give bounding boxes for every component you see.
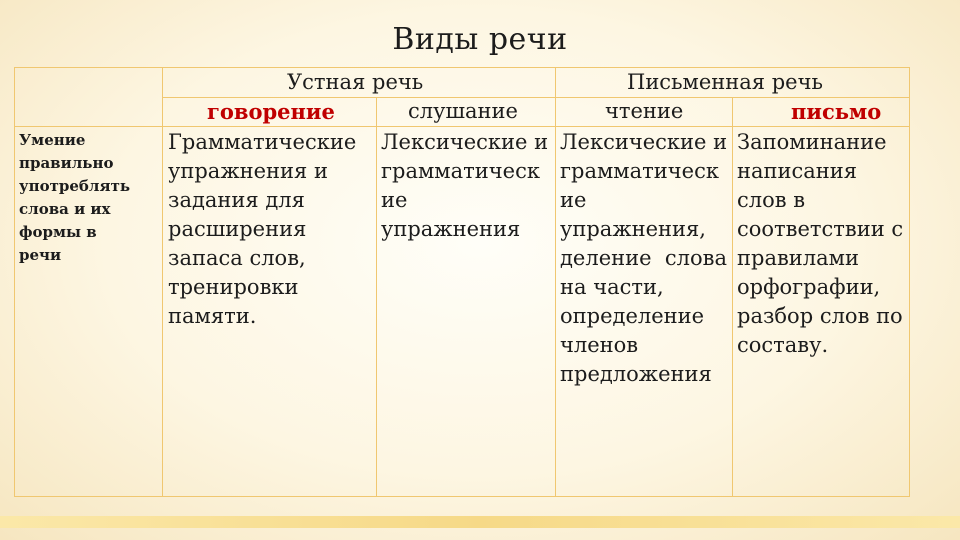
cell-line: на части, <box>560 275 664 299</box>
grid-line <box>555 68 556 496</box>
cell-line: составу. <box>737 333 829 357</box>
cell-line: Запоминание <box>737 130 887 154</box>
cell-line: Лексические и <box>560 130 728 154</box>
bottom-decor-bar <box>0 516 960 528</box>
row-label-line: употреблять <box>19 177 131 195</box>
cell-line: запаса слов, <box>168 246 306 270</box>
cell-line: правилами <box>737 246 859 270</box>
cell-line: грамматическ <box>560 159 719 183</box>
cell-line: деление слова <box>560 246 727 270</box>
slide-title: Виды речи <box>392 22 568 57</box>
cell-line: орфографии, <box>737 275 881 299</box>
grid-line <box>15 126 909 127</box>
cell-line: упражнения, <box>560 217 706 241</box>
header-oral-speech: Устная речь <box>287 70 424 94</box>
subheader-speaking: говорение <box>207 99 335 124</box>
cell-line: определение <box>560 304 705 328</box>
cell-line: грамматическ <box>381 159 540 183</box>
header-written-speech: Письменная речь <box>627 70 823 94</box>
cell-line: ие <box>381 188 408 212</box>
cell-line: упражнения и <box>168 159 328 183</box>
cell-line: расширения <box>168 217 307 241</box>
cell-line: задания для <box>168 188 305 212</box>
cell-reading <box>560 128 727 389</box>
cell-line: Грамматические <box>168 130 357 154</box>
grid-line <box>732 97 733 496</box>
cell-line: разбор слов по <box>737 304 903 328</box>
cell-speaking <box>168 128 356 331</box>
subheader-listening: слушание <box>408 99 518 123</box>
subheader-writing: письмо <box>791 99 882 124</box>
cell-line: упражнения <box>381 217 521 241</box>
cell-line: написания <box>737 159 858 183</box>
cell-line: Лексические и <box>381 130 549 154</box>
grid-line <box>162 68 163 496</box>
cell-line: памяти. <box>168 304 257 328</box>
cell-listening <box>381 128 548 244</box>
cell-line: слов в <box>737 188 806 212</box>
row-label-line: слова и их <box>19 200 111 218</box>
cell-writing <box>737 128 903 360</box>
row-label-line: правильно <box>19 154 114 172</box>
row-label-line: Умение <box>19 131 86 149</box>
cell-line: предложения <box>560 362 712 386</box>
cell-line: соответствии с <box>737 217 904 241</box>
row-label-line: формы в <box>19 223 97 241</box>
cell-line: ие <box>560 188 587 212</box>
cell-line: членов <box>560 333 639 357</box>
row-label <box>19 129 130 267</box>
subheader-reading: чтение <box>605 99 684 123</box>
grid-line <box>376 97 377 496</box>
cell-line: тренировки <box>168 275 299 299</box>
row-label-line: речи <box>19 246 62 264</box>
speech-types-table <box>14 67 910 497</box>
